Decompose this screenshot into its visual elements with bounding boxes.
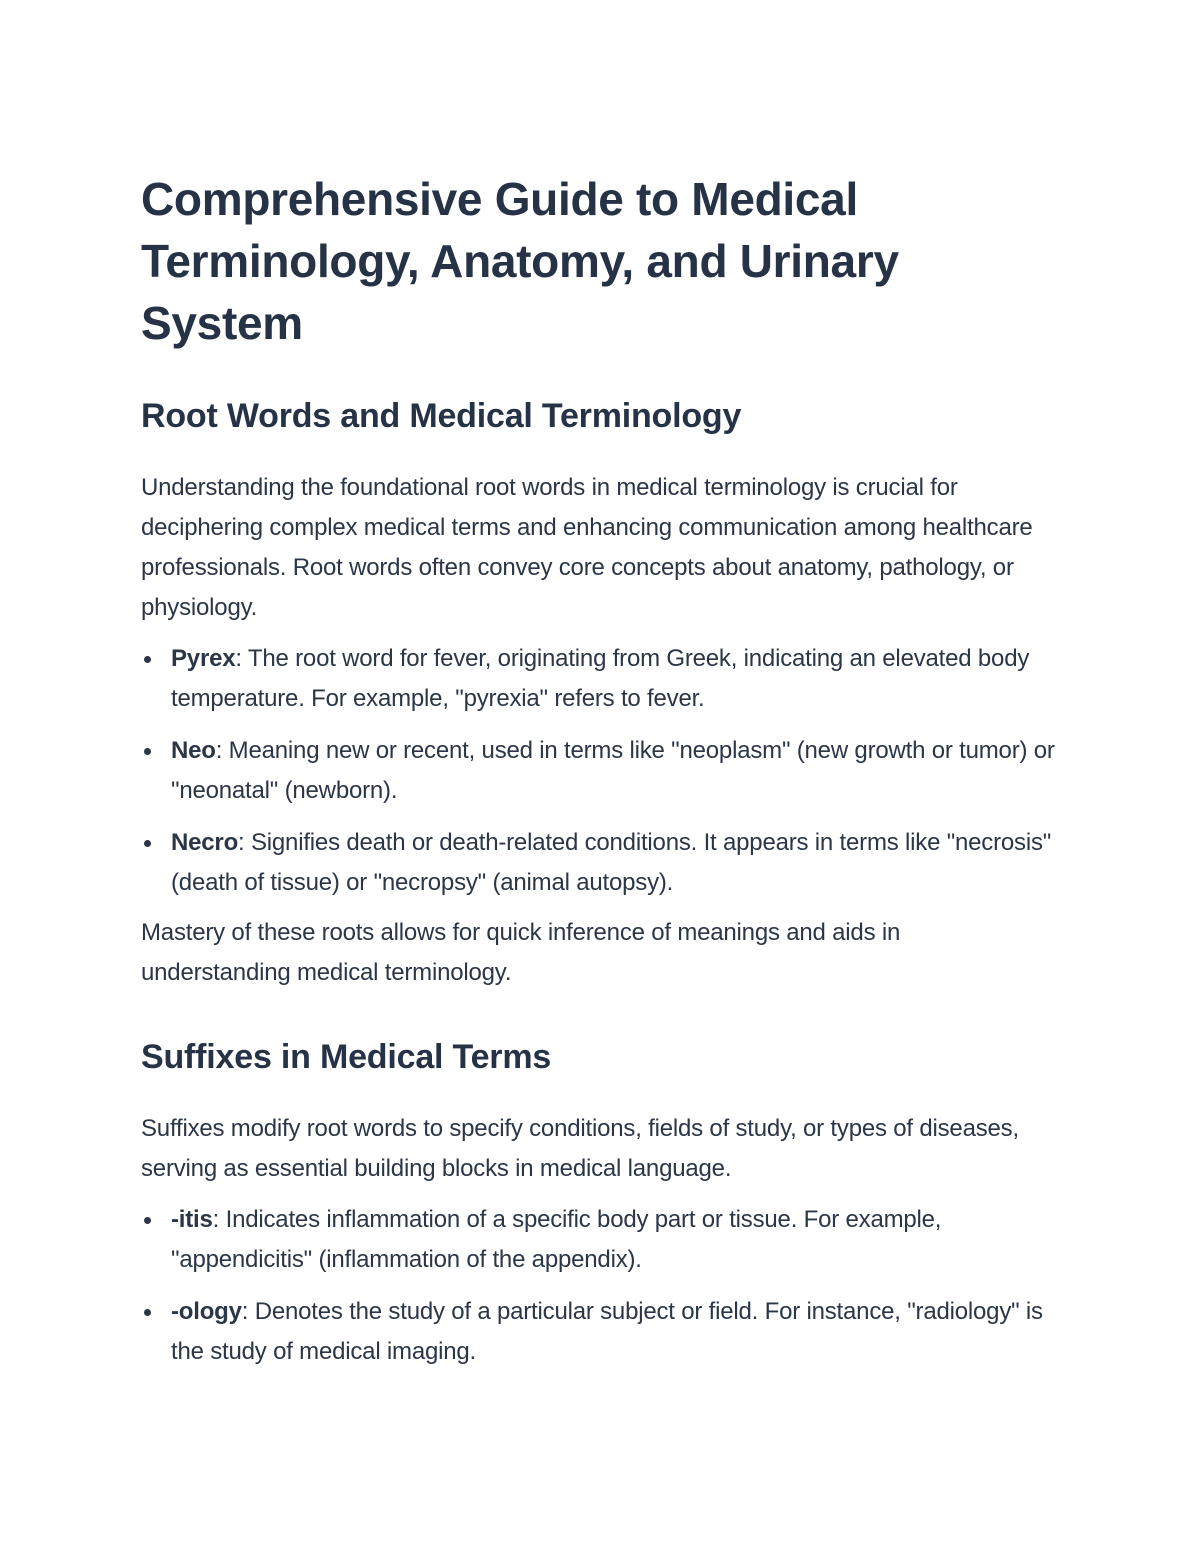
term-description: : Denotes the study of a particular subject or field. For instance, "radiology" is the study of medical imaging. (171, 1298, 1043, 1365)
term-label: Necro (171, 829, 239, 856)
section-intro-paragraph: Suffixes modify root words to specify conditions, fields of study, or types of diseases, serving as essential building blocks in medical language. (141, 1115, 1019, 1182)
list-item (141, 823, 1056, 903)
list-item (141, 1200, 1056, 1280)
section-outro-paragraph: Mastery of these roots allows for quick inference of meanings and aids in understanding medical terminology. (141, 919, 901, 986)
bullet-dot-icon (144, 748, 151, 755)
term-label: Pyrex (171, 645, 236, 672)
bullet-dot-icon (144, 840, 151, 847)
document-title: Comprehensive Guide to Medical Terminology, Anatomy, and Urinary System (141, 173, 899, 349)
bullet-dot-icon (144, 656, 151, 663)
document-page (141, 168, 1056, 1372)
term-label: -ology (171, 1298, 242, 1325)
bullet-dot-icon (144, 1217, 151, 1224)
list-item (141, 731, 1056, 811)
list-item (141, 639, 1056, 719)
list-item (141, 1292, 1056, 1372)
term-label: -itis (171, 1206, 213, 1233)
section-intro-paragraph: Understanding the foundational root words in medical terminology is crucial for deciphering complex medical terms and enhancing communication among healthcare professionals. Root words often convey core concepts about anatomy, pathology, or physiology. (141, 474, 1033, 621)
suffixes-list (141, 1200, 1056, 1372)
section-heading-root-words: Root Words and Medical Terminology (141, 397, 742, 435)
root-words-list (141, 639, 1056, 903)
term-description: : The root word for fever, originating from Greek, indicating an elevated body temperature. For example, "pyrexia" refers to fever. (171, 645, 1030, 712)
bullet-dot-icon (144, 1309, 151, 1316)
term-description: : Meaning new or recent, used in terms like "neoplasm" (new growth or tumor) or "neonatal" (newborn). (171, 737, 1055, 804)
term-description: : Signifies death or death-related conditions. It appears in terms like "necrosis" (death of tissue) or "necropsy" (animal autopsy). (171, 829, 1052, 896)
section-heading-suffixes: Suffixes in Medical Terms (141, 1038, 552, 1076)
term-description: : Indicates inflammation of a specific body part or tissue. For example, "appendicitis" (inflammation of the appendix). (171, 1206, 942, 1273)
term-label: Neo (171, 737, 216, 764)
